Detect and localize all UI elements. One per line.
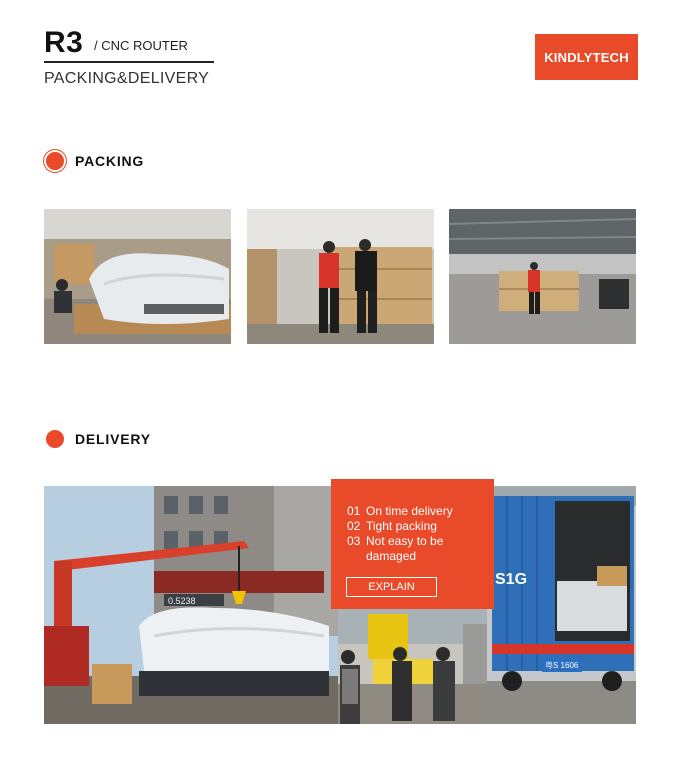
brand-logo: KINDLYTECH	[535, 34, 638, 80]
feature-text: Tight packing	[366, 519, 437, 533]
shop-sign-text: 0.5238	[168, 596, 196, 606]
delivery-bullet-icon	[46, 430, 64, 448]
feature-item	[347, 504, 494, 519]
feature-text: On time delivery	[366, 504, 453, 518]
feature-number: 01	[347, 504, 361, 518]
section-heading: PACKING&DELIVERY	[44, 70, 210, 87]
license-plate-text: 粤S 1606	[545, 661, 579, 670]
packing-bullet-icon	[46, 152, 64, 170]
header-divider	[44, 61, 214, 63]
feature-item	[347, 534, 494, 564]
feature-number: 02	[347, 519, 361, 533]
explain-button[interactable]: EXPLAIN	[346, 577, 437, 597]
product-subtitle: / CNC ROUTER	[94, 38, 188, 53]
packing-title: PACKING	[75, 153, 145, 169]
delivery-title: DELIVERY	[75, 431, 151, 447]
delivery-photo-forklift	[338, 609, 487, 724]
packing-photo-3	[449, 209, 636, 344]
feature-number: 03	[347, 534, 361, 548]
model-name: R3	[44, 26, 84, 59]
packing-photo-2	[247, 209, 434, 344]
feature-item	[347, 519, 494, 534]
truck-text: S1G	[495, 571, 528, 588]
delivery-info-panel	[331, 479, 494, 609]
delivery-photo-truck	[487, 486, 636, 724]
packing-photo-1	[44, 209, 231, 344]
feature-text: Not easy to be damaged	[366, 534, 444, 563]
delivery-photo-crane	[44, 486, 338, 724]
